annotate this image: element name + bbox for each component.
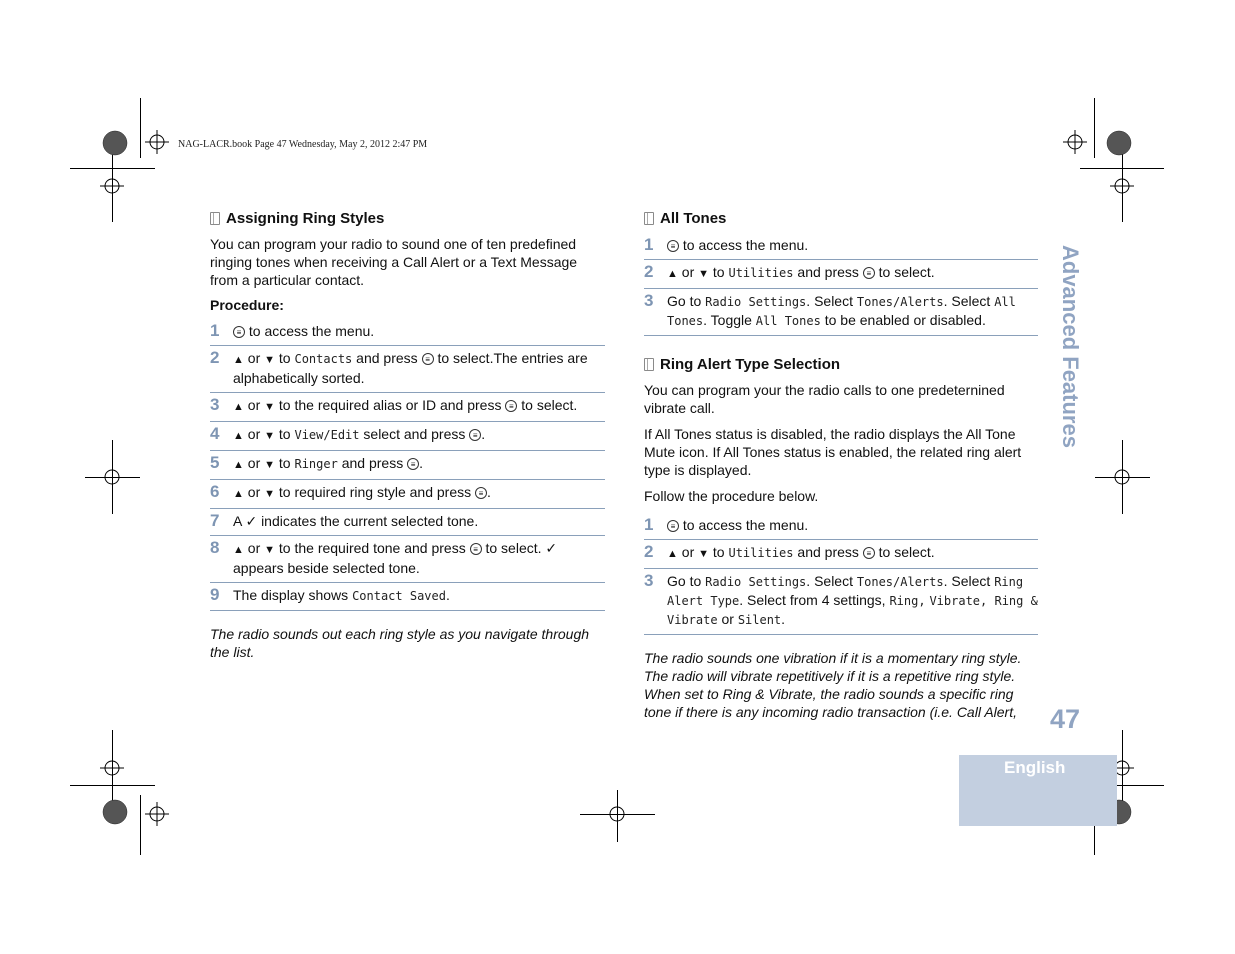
list-item: 2 ▲ or ▼ to Contacts and press ≡ to select.The entries are alphabetically sorted.	[210, 346, 605, 393]
list-item: 9 The display shows Contact Saved.	[210, 583, 605, 611]
down-arrow-icon	[264, 397, 275, 413]
down-arrow-icon	[698, 264, 709, 280]
menu-ok-icon: ≡	[470, 543, 482, 555]
section-heading-assigning-ring-styles: Assigning Ring Styles	[210, 210, 605, 227]
left-procedure-steps	[210, 319, 605, 611]
section-heading-ring-alert-type: Ring Alert Type Selection	[644, 356, 1038, 373]
page-number: 47	[1050, 704, 1081, 734]
list-item: 2 ▲ or ▼ to Utilities and press ≡ to select.	[644, 540, 1038, 569]
ring-alert-steps	[644, 513, 1038, 635]
up-arrow-icon	[233, 455, 244, 471]
list-item: 1 ≡ to access the menu.	[210, 319, 605, 346]
menu-ok-icon: ≡	[475, 487, 487, 499]
ring-alert-paragraph-2: If All Tones status is disabled, the radio displays the All Tone Mute icon. If All Tones status is enabled, the related ring alert type is displayed.	[644, 426, 1022, 478]
menu-ok-icon: ≡	[667, 240, 679, 252]
down-arrow-icon	[264, 540, 275, 556]
list-item: 3 Go to Radio Settings. Select Tones/Alerts. Select All Tones. Toggle All Tones to be enabled or disabled.	[644, 289, 1038, 336]
menu-ok-icon: ≡	[469, 429, 481, 441]
down-arrow-icon	[264, 455, 275, 471]
menu-ok-icon: ≡	[407, 458, 419, 470]
list-item: 7 A ✓ indicates the current selected tone.	[210, 509, 605, 536]
list-item: 6 ▲ or ▼ to required ring style and press ≡ .	[210, 480, 605, 509]
section-heading-all-tones: All Tones	[644, 210, 1038, 227]
list-item: 3 Go to Radio Settings. Select Tones/Alerts. Select Ring Alert Type. Select from 4 settings, Ring, Vibrate, Ring & Vibrate or Silent.	[644, 569, 1038, 635]
menu-ok-icon: ≡	[505, 400, 517, 412]
up-arrow-icon	[233, 540, 244, 556]
right-note: The radio sounds one vibration if it is a momentary ring style. The radio will vibrate repetitively if it is a repetitive ring style. When set to Ring & Vibrate, the radio sounds a specific ring tone if there is any incoming radio transaction (i.e. Call Alert,	[644, 650, 1022, 720]
up-arrow-icon	[233, 426, 244, 442]
list-item: 4 ▲ or ▼ to View/Edit select and press ≡ .	[210, 422, 605, 451]
intro-paragraph: You can program your radio to sound one of ten predefined ringing tones when receiving a Call Alert or a Text Message from a particular contact.	[210, 236, 578, 288]
down-arrow-icon	[264, 484, 275, 500]
menu-ok-icon: ≡	[233, 326, 245, 338]
up-arrow-icon	[667, 264, 678, 280]
list-item: 2 ▲ or ▼ to Utilities and press ≡ to select.	[644, 260, 1038, 289]
book-icon	[644, 358, 654, 371]
left-column	[210, 210, 605, 661]
up-arrow-icon	[667, 544, 678, 560]
left-note: The radio sounds out each ring style as you navigate through the list.	[210, 626, 590, 660]
menu-ok-icon: ≡	[422, 353, 434, 365]
up-arrow-icon	[233, 397, 244, 413]
down-arrow-icon	[264, 426, 275, 442]
list-item: 5 ▲ or ▼ to Ringer and press ≡ .	[210, 451, 605, 480]
up-arrow-icon	[233, 484, 244, 500]
menu-ok-icon: ≡	[667, 520, 679, 532]
list-item: 1 ≡ to access the menu.	[644, 513, 1038, 540]
language-label: English	[1004, 758, 1066, 777]
menu-ok-icon: ≡	[863, 267, 875, 279]
list-item: 8 ▲ or ▼ to the required tone and press ≡ to select. ✓ appears beside selected tone.	[210, 536, 605, 583]
book-icon	[644, 212, 654, 225]
book-icon	[210, 212, 220, 225]
list-item: 3 ▲ or ▼ to the required alias or ID and press ≡ to select.	[210, 393, 605, 422]
section-side-title: Advanced Features	[1058, 245, 1083, 448]
up-arrow-icon	[233, 350, 244, 366]
down-arrow-icon	[698, 544, 709, 560]
right-column	[644, 210, 1038, 721]
menu-ok-icon: ≡	[863, 547, 875, 559]
down-arrow-icon	[264, 350, 275, 366]
ring-alert-paragraph-3: Follow the procedure below.	[644, 488, 819, 504]
procedure-label: Procedure:	[210, 297, 284, 313]
book-info-header: NAG-LACR.book Page 47 Wednesday, May 2, 2012 2:47 PM	[178, 139, 428, 150]
ring-alert-paragraph-1: You can program your the radio calls to one predeternined vibrate call.	[644, 382, 1005, 416]
language-tab	[959, 755, 1117, 826]
all-tones-steps	[644, 233, 1038, 336]
list-item: 1 ≡ to access the menu.	[644, 233, 1038, 260]
